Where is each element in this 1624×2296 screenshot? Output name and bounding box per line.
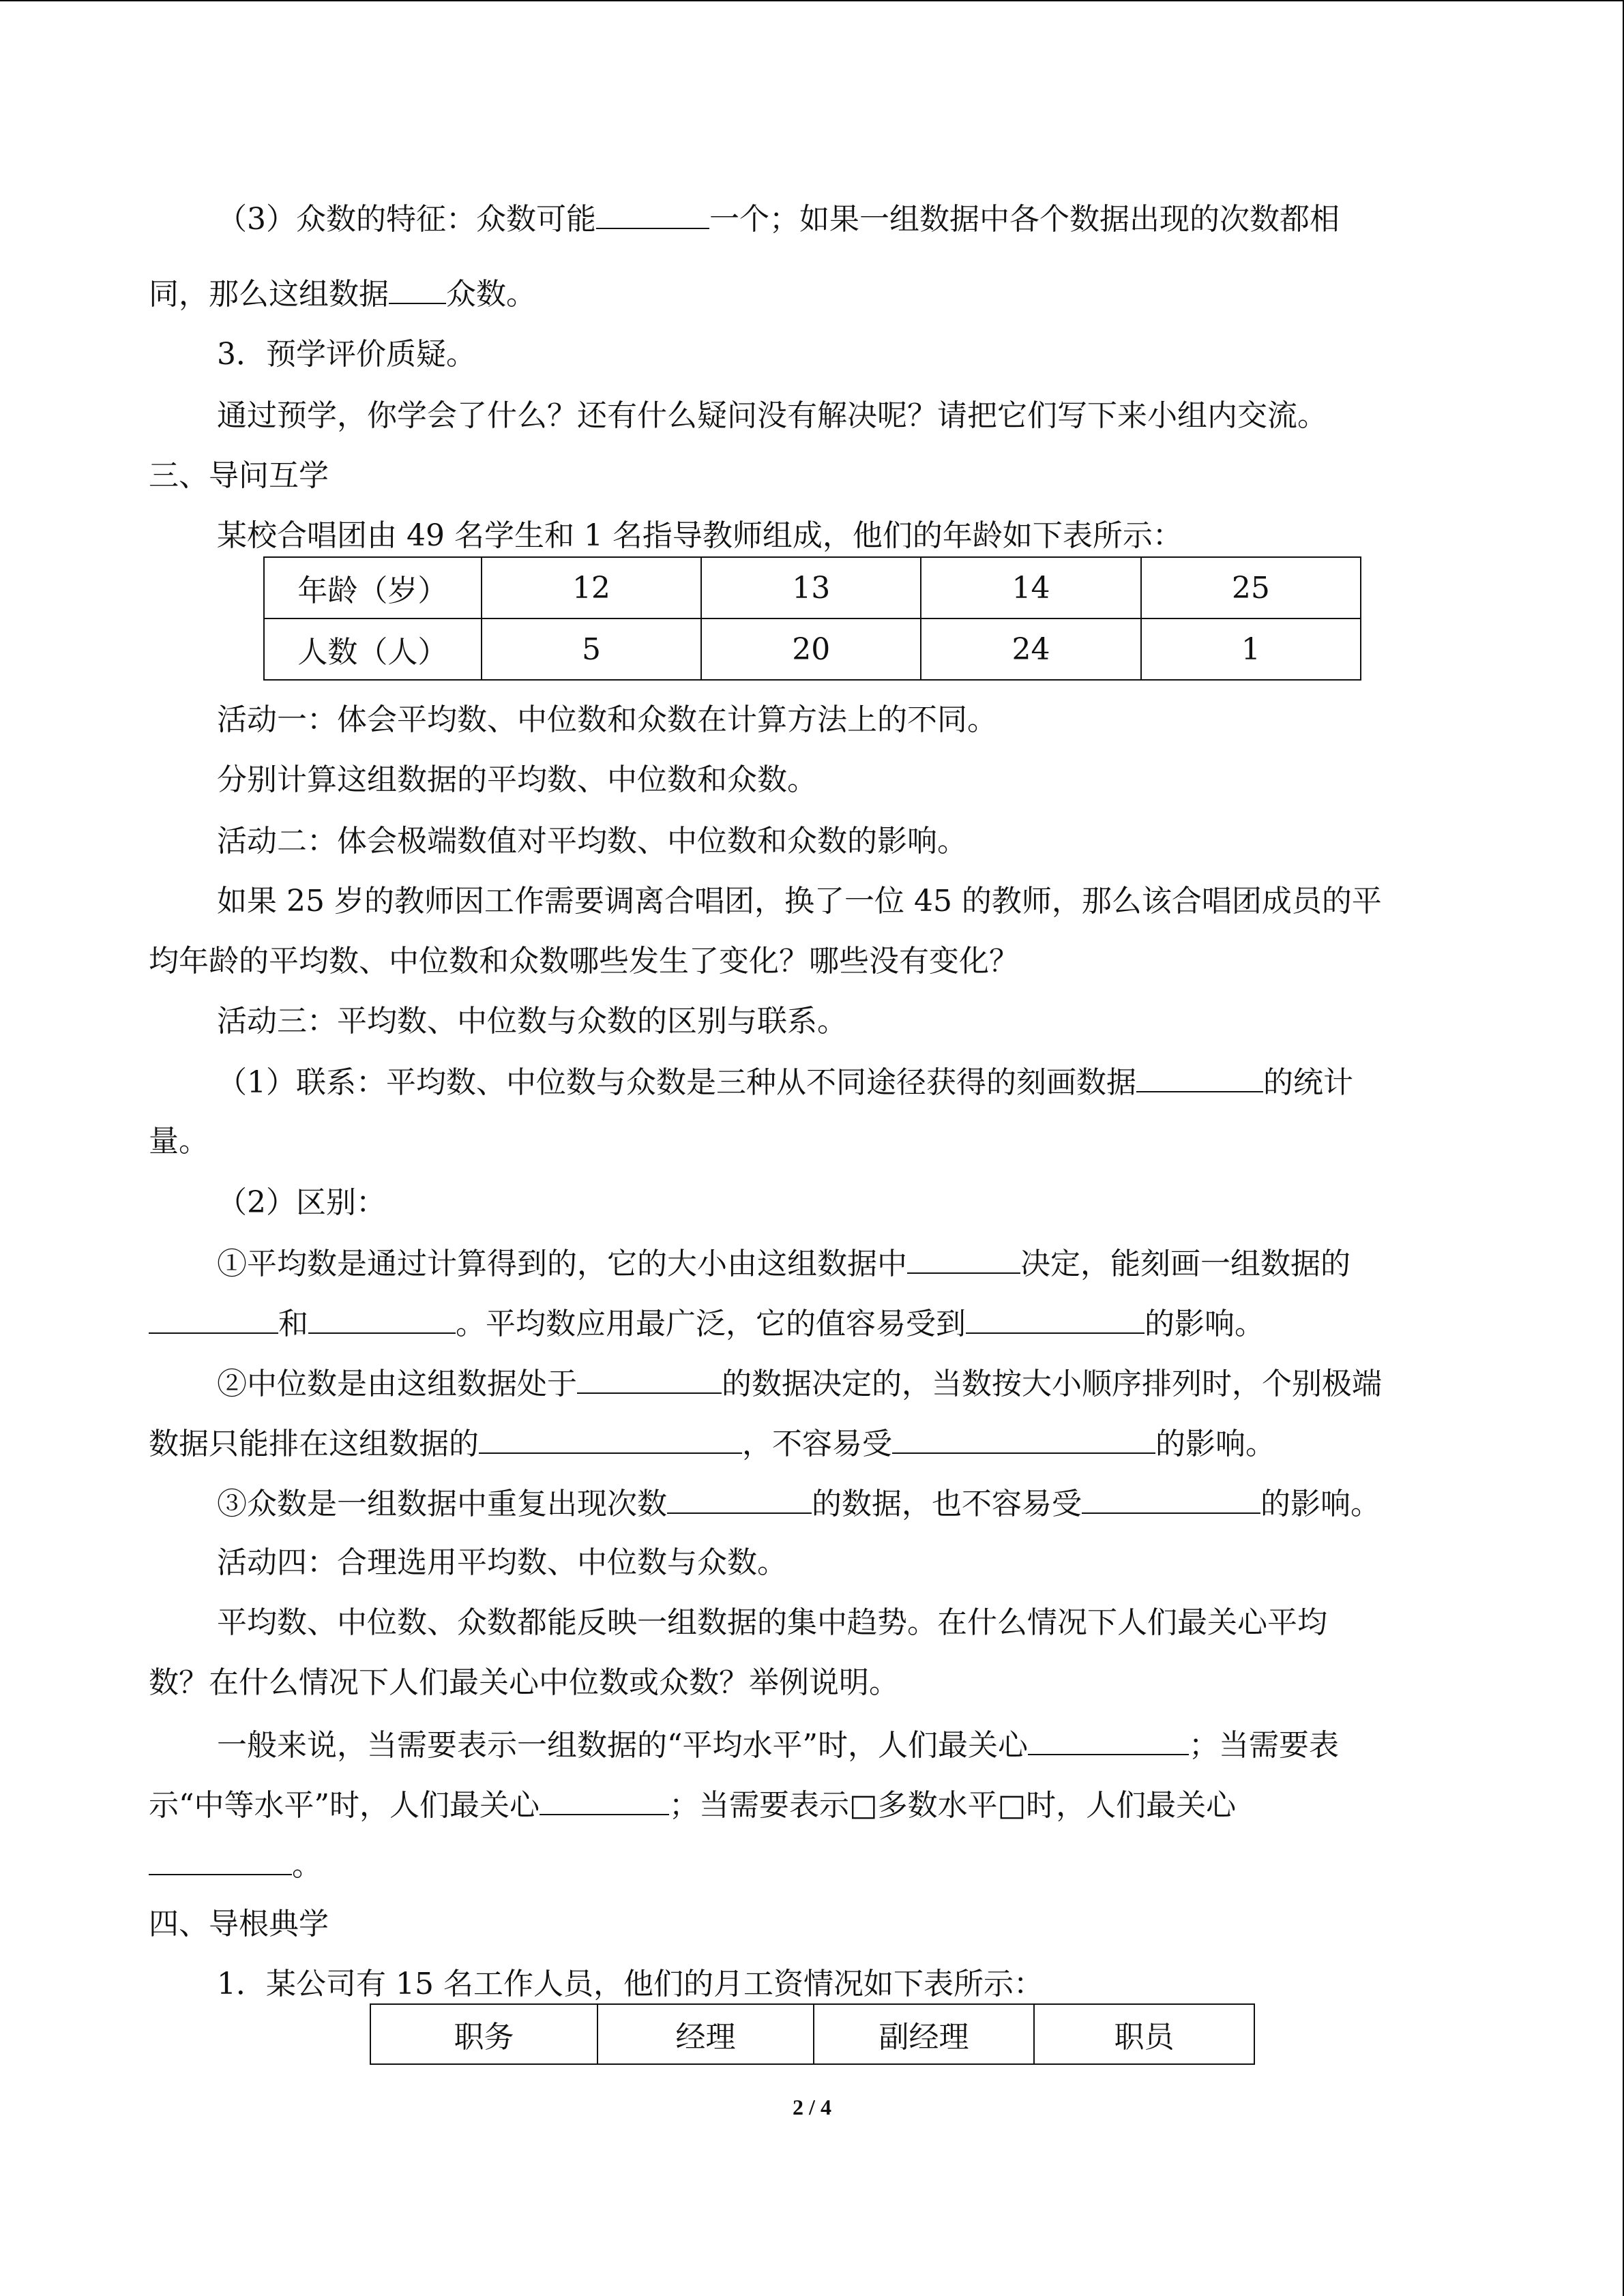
salary-table — [370, 2003, 1255, 2065]
blank-11 — [667, 1482, 812, 1514]
blank-12 — [1082, 1482, 1260, 1514]
line-mode-feature — [217, 198, 1340, 240]
text: 数据只能排在这组数据的 — [149, 1427, 479, 1461]
text: 。平均数应用最广泛，它的值容易受到 — [456, 1307, 966, 1341]
text: 一个；如果一组数据中各个数据出现的次数都相 — [709, 202, 1340, 237]
table-cell: 13 — [701, 557, 921, 618]
line-relation-cont: 量。 — [149, 1124, 209, 1159]
text: （3）众数的特征：众数可能 — [217, 202, 596, 237]
line-activity-1: 活动一：体会平均数、中位数和众数在计算方法上的不同。 — [217, 702, 997, 737]
blank-4 — [907, 1242, 1020, 1274]
table-cell: 12 — [482, 557, 701, 618]
line-mode-diff — [217, 1482, 1381, 1525]
table-cell: 年龄（岁） — [264, 557, 482, 618]
table-cell: 职员 — [1034, 2004, 1254, 2064]
blank-2 — [389, 273, 446, 304]
text: 的数据决定的，当数按大小顺序排列时，个别极端 — [722, 1367, 1382, 1401]
table-cell: 职务 — [370, 2004, 597, 2064]
line-activity-2-task: 如果 25 岁的教师因工作需要调离合唱团，换了一位 45 的教师，那么该合唱团成员的平 — [217, 884, 1382, 919]
line-activity-1-task: 分别计算这组数据的平均数、中位数和众数。 — [217, 762, 817, 797]
blank-7 — [966, 1302, 1145, 1334]
line-mean-diff — [217, 1242, 1350, 1285]
table-cell: 经理 — [597, 2004, 814, 2064]
line-summary-end — [149, 1844, 322, 1886]
line-median-diff — [217, 1362, 1382, 1405]
line-question-1: 1．某公司有 15 名工作人员，他们的月工资情况如下表所示： — [217, 1967, 1044, 2001]
blank-8 — [577, 1362, 722, 1394]
line-preview-evaluation: 3．预学评价质疑。 — [217, 337, 476, 372]
blank-1 — [596, 198, 709, 229]
text: 的统计 — [1263, 1065, 1353, 1100]
table-cell: 25 — [1141, 557, 1361, 618]
line-mean-diff-cont — [149, 1302, 1265, 1345]
table-cell: 24 — [921, 618, 1140, 680]
blank-15 — [149, 1844, 292, 1875]
line-activity-4-task-cont: 数？在什么情况下人们最关心中位数或众数？举例说明。 — [149, 1665, 899, 1700]
text: ；当需要表 — [1189, 1728, 1339, 1763]
section-heading-4: 四、导根典学 — [149, 1907, 329, 1941]
line-relation — [217, 1061, 1353, 1103]
line-summary-cont — [149, 1784, 1236, 1826]
line-choir-intro: 某校合唱团由 49 名学生和 1 名指导教师组成，他们的年龄如下表所示： — [217, 518, 1183, 553]
text: 的影响。 — [1155, 1427, 1275, 1461]
text: 的数据，也不容易受 — [812, 1487, 1082, 1521]
table-cell: 1 — [1141, 618, 1361, 680]
text: ③众数是一组数据中重复出现次数 — [217, 1487, 667, 1521]
blank-3 — [1136, 1061, 1263, 1092]
line-activity-3: 活动三：平均数、中位数与众数的区别与联系。 — [217, 1004, 847, 1039]
blank-13 — [1028, 1724, 1189, 1755]
line-summary — [217, 1724, 1339, 1766]
page-number: 2 / 4 — [793, 2095, 831, 2119]
text: ①平均数是通过计算得到的，它的大小由这组数据中 — [217, 1247, 907, 1281]
table-cell: 副经理 — [814, 2004, 1034, 2064]
text: ；当需要表示□多数水平□时，人们最关心 — [669, 1788, 1237, 1823]
blank-5 — [149, 1302, 278, 1334]
line-preview-prompt: 通过预学，你学会了什么？还有什么疑问没有解决呢？请把它们写下来小组内交流。 — [217, 398, 1327, 433]
text: 同，那么这组数据 — [149, 277, 389, 312]
text: 的影响。 — [1145, 1307, 1265, 1341]
text: 的影响。 — [1260, 1487, 1381, 1521]
blank-6 — [308, 1302, 456, 1334]
text: ②中位数是由这组数据处于 — [217, 1367, 577, 1401]
line-activity-2-task-cont: 均年龄的平均数、中位数和众数哪些发生了变化？哪些没有变化？ — [149, 944, 1019, 979]
line-activity-2: 活动二：体会极端数值对平均数、中位数和众数的影响。 — [217, 824, 967, 859]
blank-10 — [892, 1422, 1155, 1454]
line-activity-4: 活动四：合理选用平均数、中位数与众数。 — [217, 1545, 787, 1580]
line-activity-4-task: 平均数、中位数、众数都能反映一组数据的集中趋势。在什么情况下人们最关心平均 — [217, 1605, 1327, 1640]
text: （1）联系：平均数、中位数与众数是三种从不同途径获得的刻画数据 — [217, 1065, 1136, 1100]
table-cell: 14 — [921, 557, 1140, 618]
table-row — [264, 618, 1361, 680]
line-difference: （2）区别： — [217, 1185, 386, 1220]
text: 众数。 — [446, 277, 536, 312]
text: ，不容易受 — [742, 1427, 892, 1461]
table-row — [370, 2004, 1254, 2064]
table-row — [264, 557, 1361, 618]
blank-9 — [479, 1422, 742, 1454]
line-median-diff-cont — [149, 1422, 1275, 1465]
text: 一般来说，当需要表示一组数据的“平均水平”时，人们最关心 — [217, 1728, 1028, 1763]
text: 。 — [292, 1848, 322, 1883]
line-mode-feature-cont — [149, 273, 536, 315]
text: 决定，能刻画一组数据的 — [1020, 1247, 1350, 1281]
section-heading-3: 三、导问互学 — [149, 458, 329, 493]
text: 示“中等水平”时，人们最关心 — [149, 1788, 540, 1823]
table-cell: 20 — [701, 618, 921, 680]
blank-14 — [540, 1784, 669, 1815]
table-cell: 人数（人） — [264, 618, 482, 680]
text: 和 — [278, 1307, 308, 1341]
age-table — [263, 556, 1361, 681]
table-cell: 5 — [482, 618, 701, 680]
